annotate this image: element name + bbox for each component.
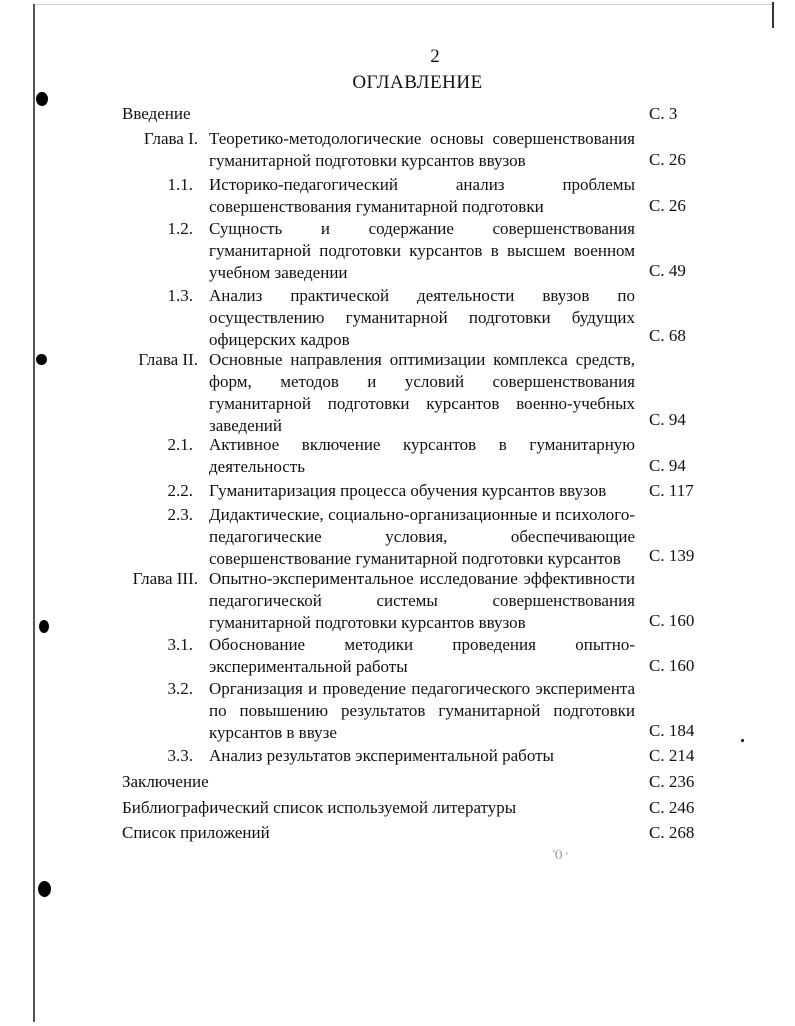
toc-entry-label: 3.3. xyxy=(167,746,193,765)
toc-entry-text: Активное включение курсантов в гуманитарную деятельность xyxy=(209,435,635,476)
toc-entry-text: Анализ практической деятельности ввузов по осуществлению гуманитарной подготовки будущих офицерских кадров xyxy=(209,286,635,349)
toc-entry-text: Сущность и содержание совершенствования гуманитарной подготовки курсантов в высшем военном учебном заведении xyxy=(209,219,635,282)
toc-entry-page: С. 246 xyxy=(649,798,695,817)
toc-entry-text: Организация и проведение педагогического эксперимента по повышению результатов гуманитарной подготовки курсантов в ввузе xyxy=(209,679,635,742)
toc-entry-text: Заключение xyxy=(122,772,209,791)
toc-entry-text: Основные направления оптимизации комплекса средств, форм, методов и условий совершенствования гуманитарной подготовки курсантов военно-учебных заведений xyxy=(209,350,635,435)
toc-entry-label: 3.2. xyxy=(167,679,193,698)
toc-entry-page: С. 49 xyxy=(649,261,686,280)
toc-entry-page: С. 214 xyxy=(649,746,695,765)
toc-entry-text: Введение xyxy=(122,104,191,123)
toc-entry-text: Историко-педагогический анализ проблемы совершенствования гуманитарной подготовки xyxy=(209,175,635,216)
toc-entry-page: С. 160 xyxy=(649,656,695,675)
toc-entry-label: Глава II. xyxy=(138,350,198,369)
toc-entry-page: С. 184 xyxy=(649,721,695,740)
toc-entry-page: С. 68 xyxy=(649,326,686,345)
page-number: 2 xyxy=(430,46,440,67)
scan-artifact-text: '() · xyxy=(553,848,569,860)
toc-entry-label: 1.1. xyxy=(167,175,193,194)
toc-entry-page: С. 268 xyxy=(649,823,695,842)
toc-entry-page: С. 139 xyxy=(649,546,695,565)
toc-entry-label: 1.2. xyxy=(167,219,193,238)
toc-entry-page: С. 26 xyxy=(649,196,686,215)
toc-entry-text: Теоретико-методологические основы совершенствования гуманитарной подготовки курсантов ввузов xyxy=(209,129,635,170)
toc-entry-text: Дидактические, социально-организационные и психолого-педагогические условия, обеспечивающие совершенствование гуманитарной подготовки курсантов xyxy=(209,505,635,568)
page-title: ОГЛАВЛЕНИЕ xyxy=(352,72,483,93)
toc-entry-page: С. 117 xyxy=(649,481,694,500)
toc-entry-label: Глава I. xyxy=(143,129,198,148)
toc-entry-label: 2.2. xyxy=(167,481,193,500)
toc-entry-page: С. 160 xyxy=(649,611,695,630)
toc-entry-label: 1.3. xyxy=(167,286,193,305)
toc-entry-page: С. 236 xyxy=(649,772,695,791)
toc-entry-text: Гуманитаризация процесса обучения курсантов ввузов xyxy=(209,481,607,500)
toc-entry-text: Обоснование методики проведения опытно-экспериментальной работы xyxy=(209,635,635,676)
toc-entry-label: 2.3. xyxy=(167,505,193,524)
toc-entry-text: Список приложений xyxy=(122,823,270,842)
toc-entry-page: С. 94 xyxy=(649,456,686,475)
toc-entry-page: С. 94 xyxy=(649,410,686,429)
toc-entry-text: Опытно-экспериментальное исследование эффективности педагогической системы совершенствования гуманитарной подготовки курсантов ввузов xyxy=(209,569,635,632)
toc-entry-label: Глава III. xyxy=(132,569,198,588)
toc-entry-label: 2.1. xyxy=(167,435,193,454)
toc-entry-page: С. 26 xyxy=(649,150,686,169)
toc-entry-label: 3.1. xyxy=(167,635,193,654)
toc-entry-text: Анализ результатов экспериментальной работы xyxy=(209,746,554,765)
toc-entry-page: С. 3 xyxy=(649,104,678,123)
toc-entry-text: Библиографический список используемой литературы xyxy=(122,798,517,817)
